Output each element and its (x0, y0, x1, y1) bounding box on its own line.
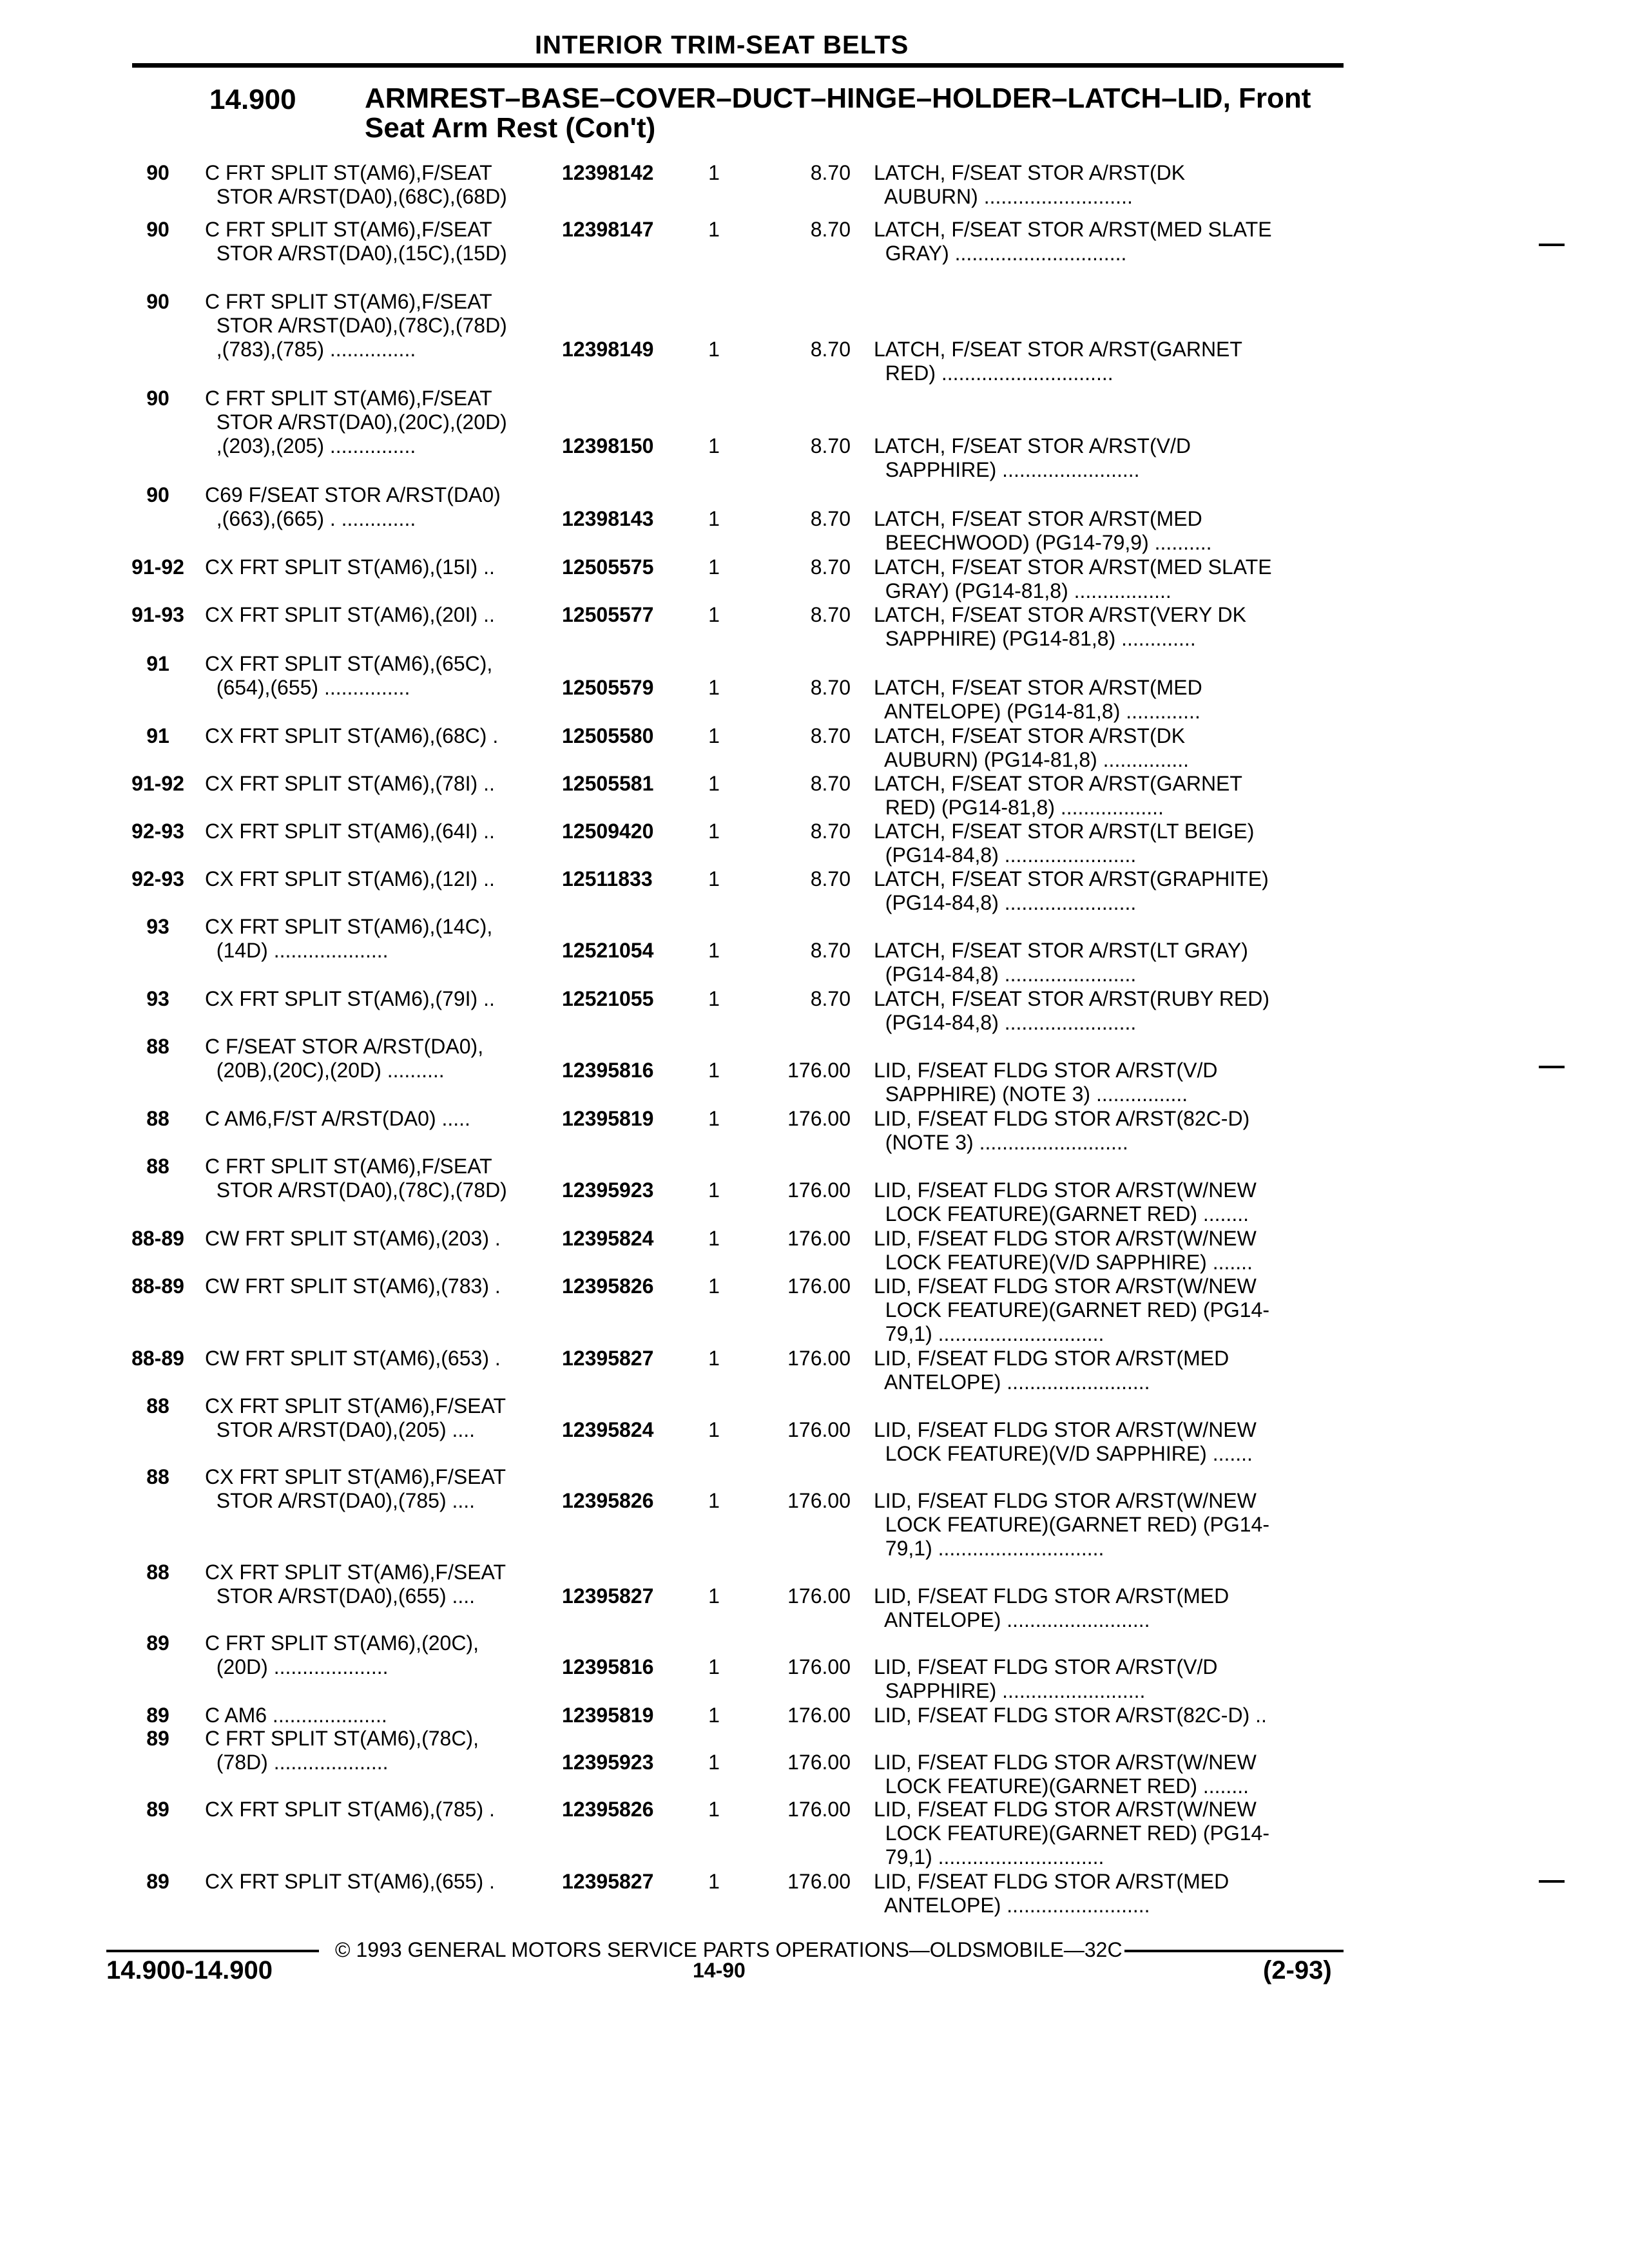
part-number: 12395816 (562, 1655, 654, 1678)
quantity: 1 (708, 1798, 720, 1821)
quantity: 1 (708, 1489, 720, 1512)
quantity: 1 (708, 1418, 720, 1441)
quantity: 1 (708, 1584, 720, 1608)
price: 8.70 (810, 218, 851, 241)
price: 176.00 (787, 1751, 851, 1774)
part-name: LID, F/SEAT FLDG STOR A/RST(MED ANTELOPE) ......................... (874, 1584, 1229, 1631)
illustration-number: 90 (146, 387, 169, 410)
quantity: 1 (708, 867, 720, 890)
part-name: LATCH, F/SEAT STOR A/RST(VERY DK SAPPHIRE) (PG14-81,8) ............. (874, 603, 1246, 650)
illustration-number: 88 (146, 1561, 169, 1584)
price: 8.70 (810, 724, 851, 747)
footer-revision: (2-93) (1263, 1956, 1332, 1984)
price: 176.00 (787, 1655, 851, 1678)
illustration-number: 88 (146, 1155, 169, 1178)
part-name: LATCH, F/SEAT STOR A/RST(MED SLATE GRAY) (PG14-81,8) ................. (874, 555, 1272, 602)
part-number: 12511833 (562, 867, 653, 890)
part-number: 12505580 (562, 724, 654, 747)
usage-description: CX FRT SPLIT ST(AM6),F/SEAT STOR A/RST(DA0),(655) .... (205, 1561, 506, 1608)
quantity: 1 (708, 218, 720, 241)
price: 176.00 (787, 1178, 851, 1202)
usage-description: CX FRT SPLIT ST(AM6),(14C), (14D) .................... (205, 915, 493, 962)
part-number: 12505577 (562, 603, 654, 626)
price: 8.70 (810, 939, 851, 962)
footer-rule-left (106, 1950, 319, 1952)
price: 8.70 (810, 434, 851, 457)
footer-rule-right (1124, 1950, 1344, 1952)
usage-description: CX FRT SPLIT ST(AM6),(785) . (205, 1798, 495, 1821)
usage-description: CX FRT SPLIT ST(AM6),(12I) .. (205, 867, 495, 890)
quantity: 1 (708, 555, 720, 579)
illustration-number: 88-89 (131, 1274, 184, 1298)
quantity: 1 (708, 676, 720, 699)
illustration-number: 90 (146, 290, 169, 313)
usage-description: C AM6,F/ST A/RST(DA0) ..... (205, 1107, 470, 1130)
price: 176.00 (787, 1704, 851, 1727)
usage-description: CW FRT SPLIT ST(AM6),(203) . (205, 1227, 501, 1250)
section-number: 14.900 (209, 84, 296, 115)
quantity: 1 (708, 1227, 720, 1250)
quantity: 1 (708, 161, 720, 184)
price: 176.00 (787, 1347, 851, 1370)
illustration-number: 93 (146, 987, 169, 1010)
illustration-number: 89 (146, 1870, 169, 1893)
price: 176.00 (787, 1584, 851, 1608)
quantity: 1 (708, 1870, 720, 1893)
usage-description: CX FRT SPLIT ST(AM6),(65C), (654),(655) ............... (205, 652, 493, 699)
part-name: LID, F/SEAT FLDG STOR A/RST(V/D SAPPHIRE) ......................... (874, 1655, 1218, 1702)
part-name: LID, F/SEAT FLDG STOR A/RST(W/NEW LOCK FEATURE)(GARNET RED) ........ (874, 1751, 1257, 1798)
usage-description: C FRT SPLIT ST(AM6),F/SEAT STOR A/RST(DA0),(68C),(68D) (205, 161, 507, 208)
part-number: 12395816 (562, 1059, 654, 1082)
illustration-number: 88 (146, 1394, 169, 1418)
illustration-number: 91-92 (131, 555, 184, 579)
part-name: LID, F/SEAT FLDG STOR A/RST(82C-D) (NOTE 3) .......................... (874, 1107, 1250, 1154)
part-number: 12505575 (562, 555, 654, 579)
illustration-number: 91 (146, 724, 169, 747)
quantity: 1 (708, 1655, 720, 1678)
footer-copyright: © 1993 GENERAL MOTORS SERVICE PARTS OPERATIONS—OLDSMOBILE—32C (335, 1938, 1123, 1961)
header-rule (132, 63, 1344, 68)
usage-description: C F/SEAT STOR A/RST(DA0), (20B),(20C),(20D) .......... (205, 1035, 484, 1082)
part-name: LID, F/SEAT FLDG STOR A/RST(82C-D) .. (874, 1704, 1267, 1727)
illustration-number: 93 (146, 915, 169, 938)
margin-tick (1539, 1066, 1565, 1068)
illustration-number: 88 (146, 1035, 169, 1058)
price: 8.70 (810, 867, 851, 890)
part-number: 12521054 (562, 939, 654, 962)
usage-description: CX FRT SPLIT ST(AM6),(15I) .. (205, 555, 495, 579)
illustration-number: 89 (146, 1704, 169, 1727)
part-number: 12398143 (562, 507, 654, 530)
quantity: 1 (708, 603, 720, 626)
part-name: LID, F/SEAT FLDG STOR A/RST(W/NEW LOCK FEATURE)(GARNET RED) ........ (874, 1178, 1257, 1225)
usage-description: CX FRT SPLIT ST(AM6),(78I) .. (205, 772, 495, 795)
price: 8.70 (810, 676, 851, 699)
part-number: 12395827 (562, 1870, 654, 1893)
usage-description: C FRT SPLIT ST(AM6),F/SEAT STOR A/RST(DA0),(15C),(15D) (205, 218, 507, 265)
margin-tick (1539, 244, 1565, 246)
quantity: 1 (708, 724, 720, 747)
part-name: LATCH, F/SEAT STOR A/RST(LT GRAY) (PG14-84,8) ....................... (874, 939, 1248, 986)
quantity: 1 (708, 1347, 720, 1370)
part-number: 12505579 (562, 676, 654, 699)
usage-description: C FRT SPLIT ST(AM6),F/SEAT STOR A/RST(DA0),(20C),(20D) ,(203),(205) ............... (205, 387, 507, 457)
page-title: INTERIOR TRIM-SEAT BELTS (535, 31, 909, 59)
part-number: 12398149 (562, 338, 654, 361)
section-title: ARMREST–BASE–COVER–DUCT–HINGE–HOLDER–LATCH–LID, Front Seat Arm Rest (Con't) (365, 82, 1311, 144)
illustration-number: 92-93 (131, 820, 184, 843)
part-number: 12398142 (562, 161, 654, 184)
part-name: LATCH, F/SEAT STOR A/RST(LT BEIGE) (PG14-84,8) ....................... (874, 820, 1255, 867)
price: 176.00 (787, 1107, 851, 1130)
part-name: LID, F/SEAT FLDG STOR A/RST(W/NEW LOCK FEATURE)(GARNET RED) (PG14- 79,1) ............................. (874, 1798, 1269, 1869)
part-name: LATCH, F/SEAT STOR A/RST(DK AUBURN) .......................... (874, 161, 1186, 208)
part-name: LID, F/SEAT FLDG STOR A/RST(V/D SAPPHIRE) (NOTE 3) ................ (874, 1059, 1218, 1106)
illustration-number: 88 (146, 1107, 169, 1130)
illustration-number: 90 (146, 161, 169, 184)
part-name: LATCH, F/SEAT STOR A/RST(V/D SAPPHIRE) ........................ (874, 434, 1191, 481)
price: 176.00 (787, 1227, 851, 1250)
part-name: LID, F/SEAT FLDG STOR A/RST(W/NEW LOCK FEATURE)(V/D SAPPHIRE) ....... (874, 1227, 1257, 1274)
part-number: 12395824 (562, 1418, 654, 1441)
usage-description: C FRT SPLIT ST(AM6),F/SEAT STOR A/RST(DA0),(78C),(78D) ,(783),(785) ............... (205, 290, 507, 361)
part-name: LATCH, F/SEAT STOR A/RST(DK AUBURN) (PG14-81,8) ............... (874, 724, 1190, 771)
price: 176.00 (787, 1418, 851, 1441)
illustration-number: 88 (146, 1465, 169, 1488)
illustration-number: 89 (146, 1798, 169, 1821)
usage-description: CW FRT SPLIT ST(AM6),(653) . (205, 1347, 501, 1370)
part-number: 12521055 (562, 987, 654, 1010)
quantity: 1 (708, 1107, 720, 1130)
part-name: LID, F/SEAT FLDG STOR A/RST(W/NEW LOCK FEATURE)(GARNET RED) (PG14- 79,1) ............................. (874, 1489, 1269, 1560)
illustration-number: 89 (146, 1631, 169, 1655)
quantity: 1 (708, 820, 720, 843)
part-number: 12395827 (562, 1347, 654, 1370)
part-number: 12395826 (562, 1798, 654, 1821)
quantity: 1 (708, 939, 720, 962)
illustration-number: 92-93 (131, 867, 184, 890)
footer-section-range: 14.900-14.900 (106, 1956, 273, 1984)
quantity: 1 (708, 987, 720, 1010)
quantity: 1 (708, 1274, 720, 1298)
usage-description: CW FRT SPLIT ST(AM6),(783) . (205, 1274, 501, 1298)
part-name: LATCH, F/SEAT STOR A/RST(GRAPHITE) (PG14-84,8) ....................... (874, 867, 1269, 914)
quantity: 1 (708, 434, 720, 457)
usage-description: C FRT SPLIT ST(AM6),(78C), (78D) .................... (205, 1727, 479, 1774)
part-number: 12398147 (562, 218, 654, 241)
price: 8.70 (810, 987, 851, 1010)
illustration-number: 90 (146, 218, 169, 241)
usage-description: CX FRT SPLIT ST(AM6),F/SEAT STOR A/RST(DA0),(785) .... (205, 1465, 506, 1512)
part-name: LID, F/SEAT FLDG STOR A/RST(MED ANTELOPE) ......................... (874, 1870, 1229, 1917)
part-number: 12395819 (562, 1704, 654, 1727)
part-number: 12398150 (562, 434, 654, 457)
usage-description: CX FRT SPLIT ST(AM6),(79I) .. (205, 987, 495, 1010)
usage-description: C69 F/SEAT STOR A/RST(DA0) ,(663),(665) . ............. (205, 483, 501, 530)
part-number: 12395826 (562, 1489, 654, 1512)
price: 8.70 (810, 820, 851, 843)
part-number: 12395819 (562, 1107, 654, 1130)
part-name: LID, F/SEAT FLDG STOR A/RST(W/NEW LOCK FEATURE)(V/D SAPPHIRE) ....... (874, 1418, 1257, 1465)
part-name: LATCH, F/SEAT STOR A/RST(MED BEECHWOOD) (PG14-79,9) .......... (874, 507, 1212, 554)
part-number: 12395923 (562, 1751, 654, 1774)
quantity: 1 (708, 507, 720, 530)
price: 8.70 (810, 772, 851, 795)
part-number: 12505581 (562, 772, 654, 795)
part-number: 12395824 (562, 1227, 654, 1250)
part-name: LATCH, F/SEAT STOR A/RST(MED SLATE GRAY) .............................. (874, 218, 1272, 265)
quantity: 1 (708, 338, 720, 361)
usage-description: CX FRT SPLIT ST(AM6),(68C) . (205, 724, 499, 747)
usage-description: CX FRT SPLIT ST(AM6),F/SEAT STOR A/RST(DA0),(205) .... (205, 1394, 506, 1441)
part-number: 12395826 (562, 1274, 654, 1298)
part-name: LATCH, F/SEAT STOR A/RST(RUBY RED) (PG14-84,8) ....................... (874, 987, 1270, 1034)
margin-tick (1539, 1880, 1565, 1883)
price: 8.70 (810, 507, 851, 530)
usage-description: C FRT SPLIT ST(AM6),F/SEAT STOR A/RST(DA0),(78C),(78D) (205, 1155, 507, 1202)
price: 176.00 (787, 1059, 851, 1082)
footer-page-number: 14-90 (693, 1959, 746, 1982)
part-number: 12395923 (562, 1178, 654, 1202)
usage-description: CX FRT SPLIT ST(AM6),(64I) .. (205, 820, 495, 843)
price: 176.00 (787, 1274, 851, 1298)
illustration-number: 90 (146, 483, 169, 506)
price: 8.70 (810, 555, 851, 579)
illustration-number: 89 (146, 1727, 169, 1750)
price: 176.00 (787, 1798, 851, 1821)
quantity: 1 (708, 1059, 720, 1082)
price: 176.00 (787, 1870, 851, 1893)
part-name: LATCH, F/SEAT STOR A/RST(GARNET RED) (PG14-81,8) .................. (874, 772, 1242, 819)
quantity: 1 (708, 1178, 720, 1202)
part-name: LATCH, F/SEAT STOR A/RST(GARNET RED) .............................. (874, 338, 1242, 385)
price: 176.00 (787, 1489, 851, 1512)
part-name: LID, F/SEAT FLDG STOR A/RST(W/NEW LOCK FEATURE)(GARNET RED) (PG14- 79,1) ............................. (874, 1274, 1269, 1345)
illustration-number: 88-89 (131, 1227, 184, 1250)
usage-description: CX FRT SPLIT ST(AM6),(20I) .. (205, 603, 495, 626)
quantity: 1 (708, 1704, 720, 1727)
usage-description: CX FRT SPLIT ST(AM6),(655) . (205, 1870, 495, 1893)
illustration-number: 91-92 (131, 772, 184, 795)
part-name: LID, F/SEAT FLDG STOR A/RST(MED ANTELOPE) ......................... (874, 1347, 1229, 1394)
illustration-number: 91-93 (131, 603, 184, 626)
price: 8.70 (810, 338, 851, 361)
quantity: 1 (708, 772, 720, 795)
usage-description: C FRT SPLIT ST(AM6),(20C), (20D) .................... (205, 1631, 479, 1678)
part-number: 12395827 (562, 1584, 654, 1608)
price: 8.70 (810, 603, 851, 626)
usage-description: C AM6 .................... (205, 1704, 387, 1727)
quantity: 1 (708, 1751, 720, 1774)
price: 8.70 (810, 161, 851, 184)
part-name: LATCH, F/SEAT STOR A/RST(MED ANTELOPE) (PG14-81,8) ............. (874, 676, 1202, 723)
illustration-number: 88-89 (131, 1347, 184, 1370)
part-number: 12509420 (562, 820, 654, 843)
illustration-number: 91 (146, 652, 169, 675)
